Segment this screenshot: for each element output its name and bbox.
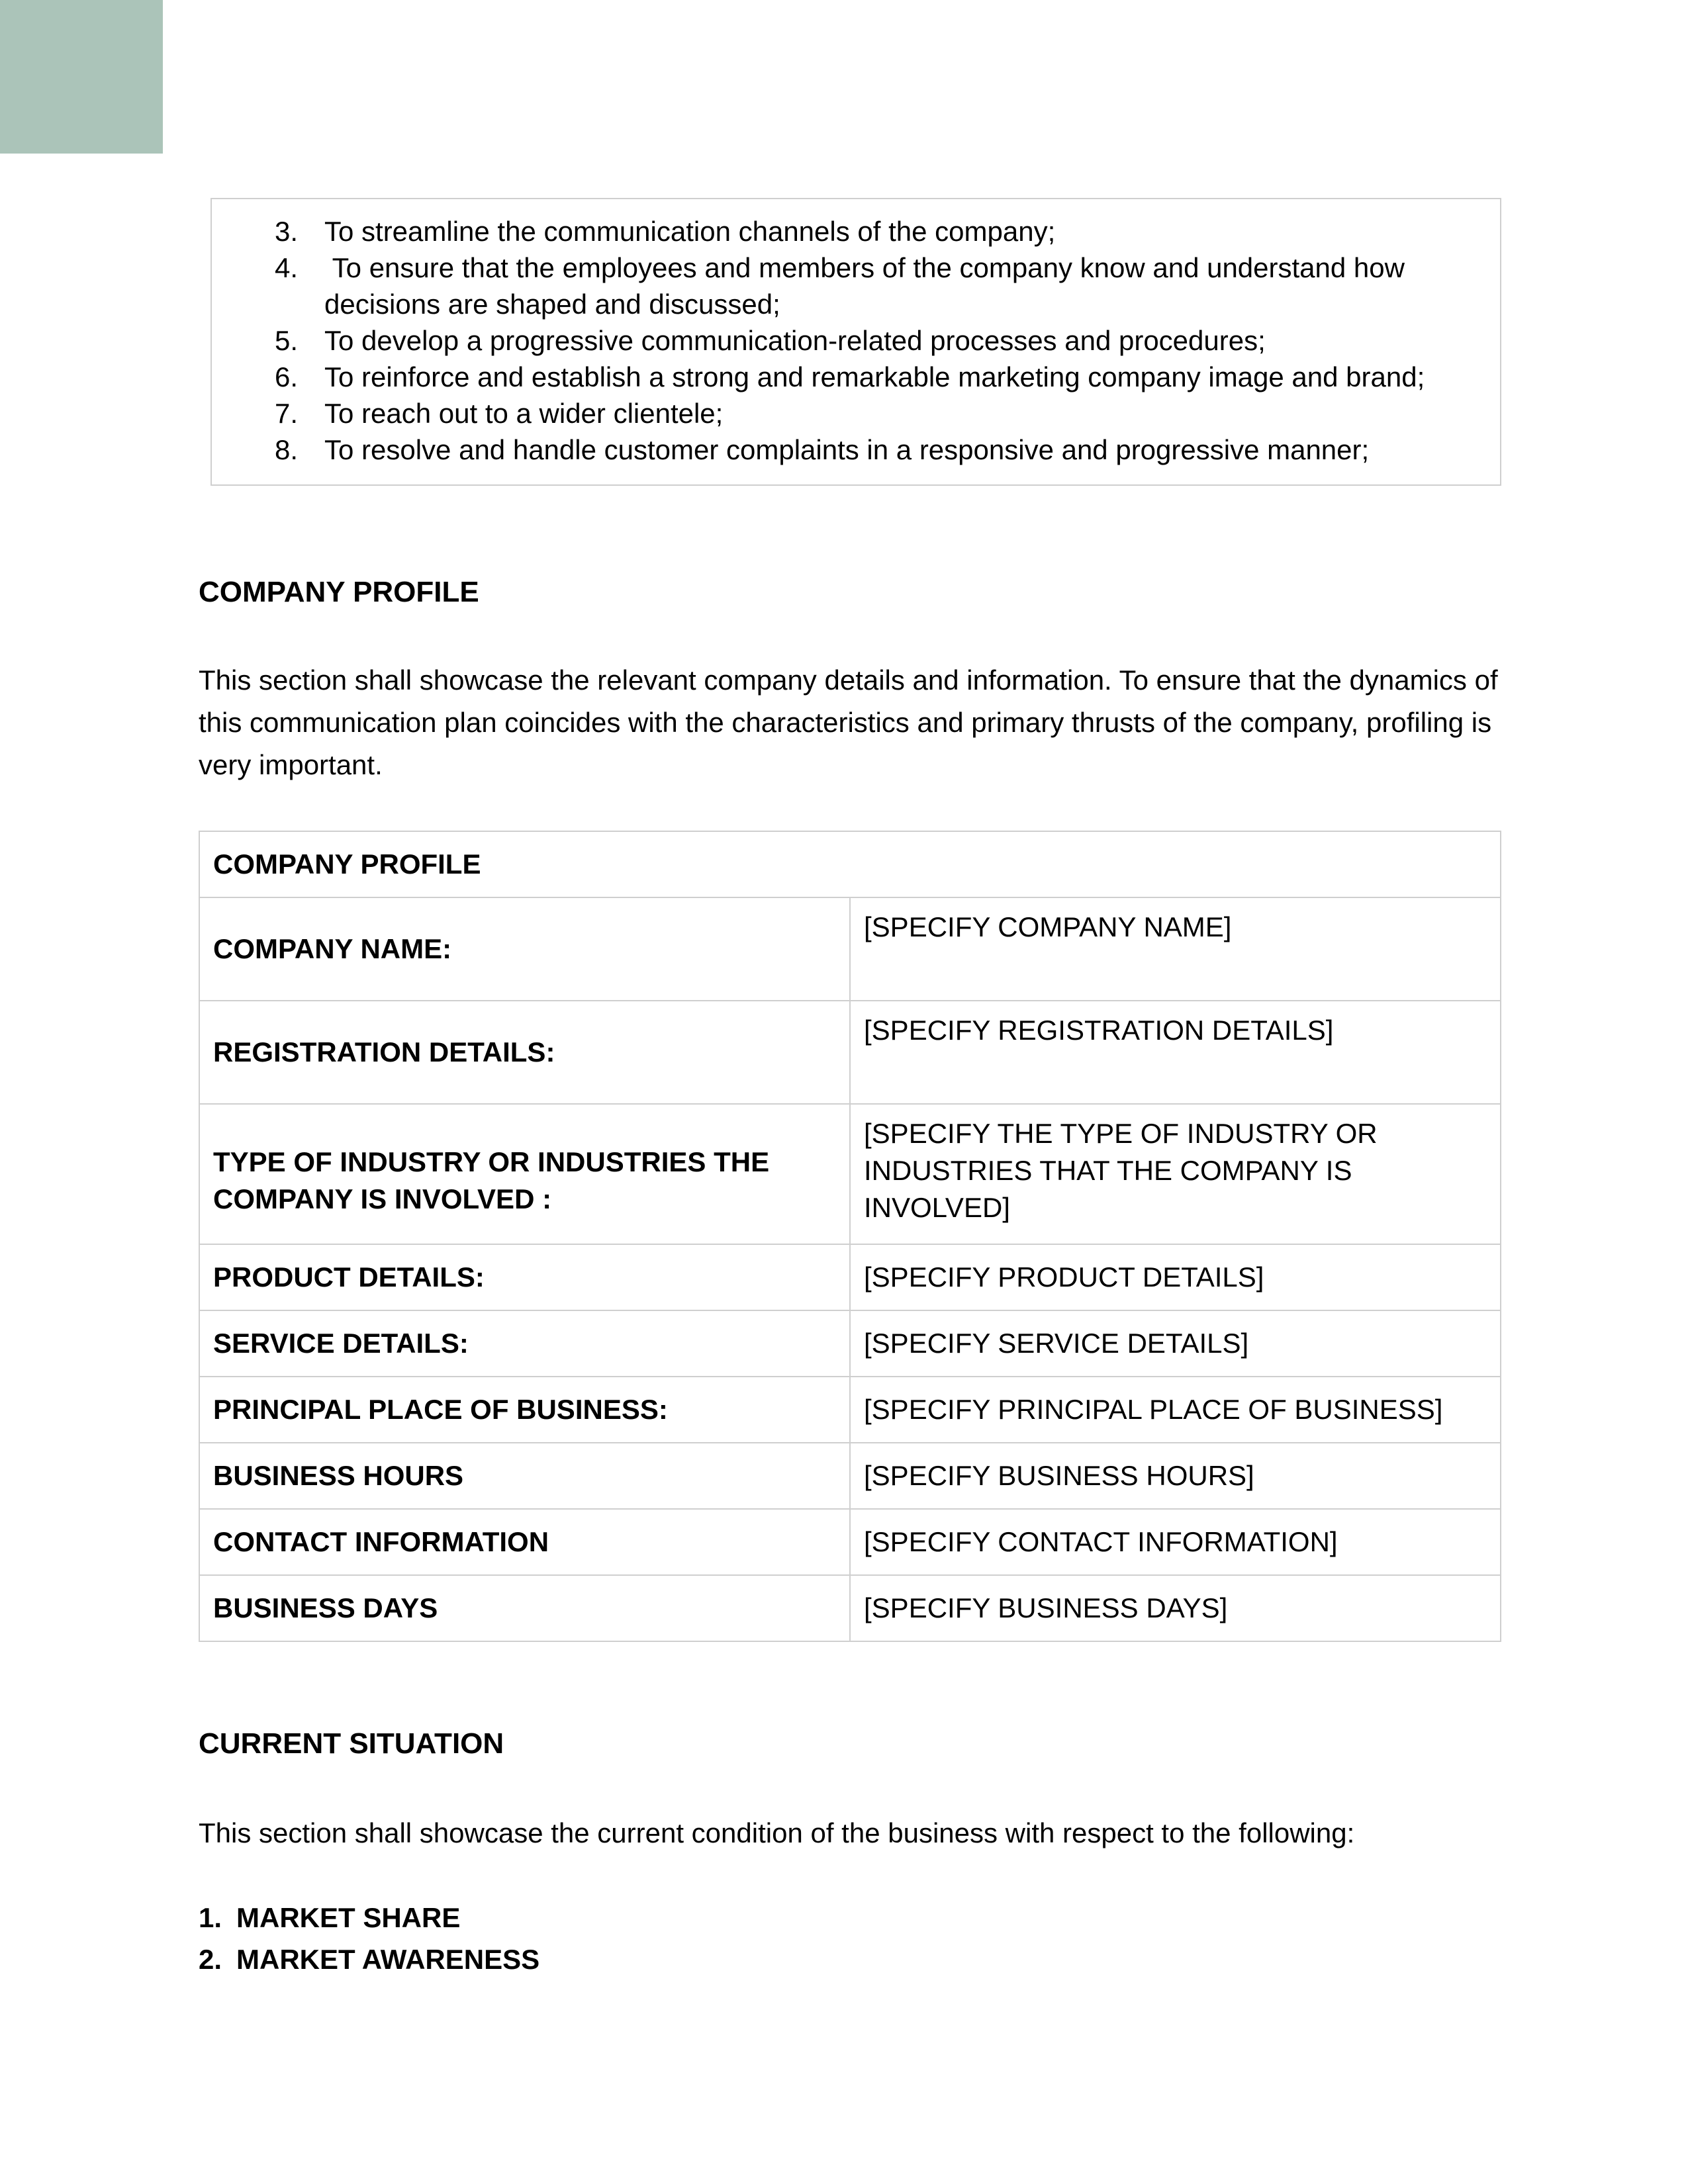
- row-value: [SPECIFY SERVICE DETAILS]: [850, 1310, 1501, 1377]
- table-title: COMPANY PROFILE: [199, 831, 1501, 897]
- row-label: BUSINESS DAYS: [199, 1575, 850, 1641]
- list-item-text: To streamline the communication channels of the company;: [324, 216, 1056, 247]
- list-item: [212, 359, 1500, 395]
- row-label: PRODUCT DETAILS:: [199, 1244, 850, 1310]
- table-row: [199, 1377, 1501, 1443]
- table-row: [199, 897, 1501, 1001]
- row-label: COMPANY NAME:: [199, 897, 850, 1001]
- list-item-text: To develop a progressive communication-related processes and procedures;: [324, 325, 1266, 356]
- current-situation-intro: This section shall showcase the current condition of the business with respect to the following:: [199, 1817, 1355, 1848]
- list-item-text: To reinforce and establish a strong and remarkable marketing company image and brand;: [324, 361, 1425, 392]
- company-profile-intro: This section shall showcase the relevant company details and information. To ensure that the dynamics of this communication plan coincides with the characteristics and primary thrusts of the company, profiling is very important.: [199, 664, 1498, 780]
- list-item-text: To resolve and handle customer complaints in a responsive and progressive manner;: [324, 434, 1370, 465]
- list-item: [199, 1897, 539, 1938]
- list-item-number: 2.: [199, 1944, 222, 1975]
- current-situation-heading: CURRENT SITUATION: [199, 1727, 504, 1760]
- table-row: [199, 1509, 1501, 1575]
- list-item-number: 3.: [274, 216, 298, 247]
- list-item-number: 1.: [199, 1902, 222, 1933]
- list-item-text: MARKET SHARE: [236, 1902, 461, 1933]
- list-item: [212, 322, 1500, 359]
- row-label: REGISTRATION DETAILS:: [199, 1001, 850, 1104]
- company-profile-heading: COMPANY PROFILE: [199, 576, 479, 608]
- list-item: [199, 1938, 539, 1980]
- list-item-number: 4.: [274, 252, 298, 283]
- list-item-number: 6.: [274, 361, 298, 392]
- table-row: [199, 1575, 1501, 1641]
- situation-list: [199, 1897, 539, 1980]
- row-label: BUSINESS HOURS: [199, 1443, 850, 1509]
- row-label: CONTACT INFORMATION: [199, 1509, 850, 1575]
- row-value: [SPECIFY BUSINESS DAYS]: [850, 1575, 1501, 1641]
- row-value: [SPECIFY CONTACT INFORMATION]: [850, 1509, 1501, 1575]
- row-value: [SPECIFY COMPANY NAME]: [850, 897, 1501, 1001]
- table-row: [199, 1443, 1501, 1509]
- list-item: [212, 213, 1500, 250]
- list-item-number: 5.: [274, 325, 298, 356]
- list-item: [212, 432, 1500, 468]
- row-value: [SPECIFY REGISTRATION DETAILS]: [850, 1001, 1501, 1104]
- list-item: [212, 250, 1500, 322]
- list-item-text: MARKET AWARENESS: [236, 1944, 540, 1975]
- row-label: PRINCIPAL PLACE OF BUSINESS:: [199, 1377, 850, 1443]
- list-item-number: 7.: [274, 398, 298, 429]
- row-label: SERVICE DETAILS:: [199, 1310, 850, 1377]
- list-item-text: To reach out to a wider clientele;: [324, 398, 724, 429]
- table-header-row: [199, 831, 1501, 897]
- row-value: [SPECIFY BUSINESS HOURS]: [850, 1443, 1501, 1509]
- objectives-box: [211, 198, 1501, 486]
- table-row: [199, 1001, 1501, 1104]
- row-value: [SPECIFY PRINCIPAL PLACE OF BUSINESS]: [850, 1377, 1501, 1443]
- table-row: [199, 1244, 1501, 1310]
- row-value: [SPECIFY THE TYPE OF INDUSTRY OR INDUSTRIES THAT THE COMPANY IS INVOLVED]: [850, 1104, 1501, 1244]
- objectives-list: [212, 213, 1500, 468]
- row-value: [SPECIFY PRODUCT DETAILS]: [850, 1244, 1501, 1310]
- list-item-number: 8.: [274, 434, 298, 465]
- company-profile-table: [199, 831, 1501, 1642]
- row-label: TYPE OF INDUSTRY OR INDUSTRIES THE COMPANY IS INVOLVED :: [199, 1104, 850, 1244]
- list-item: [212, 395, 1500, 432]
- table-row: [199, 1104, 1501, 1244]
- corner-accent-block: [0, 0, 163, 154]
- table-row: [199, 1310, 1501, 1377]
- list-item-text: To ensure that the employees and members of the company know and understand how decisions are shaped and discussed;: [324, 252, 1413, 320]
